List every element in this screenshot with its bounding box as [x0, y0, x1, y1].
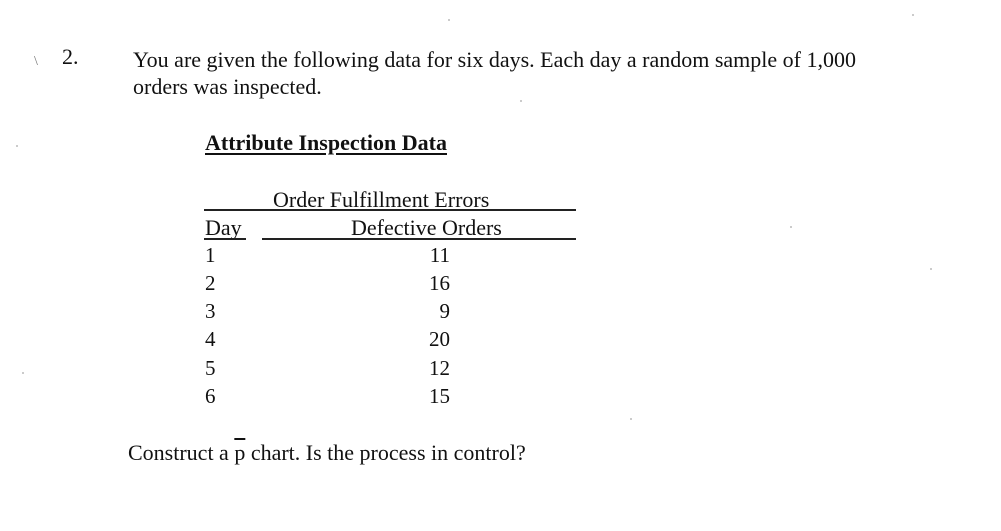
column-header-defective-orders: Defective Orders	[351, 215, 502, 240]
prompt-line-1: You are given the following data for six days. Each day a random sample of 1,000	[133, 47, 856, 72]
scan-speck	[912, 14, 914, 16]
row-day: 3	[205, 299, 216, 323]
question-prefix: Construct a	[128, 440, 235, 465]
margin-mark: \	[34, 54, 38, 69]
scan-speck	[448, 19, 450, 21]
question-text	[128, 440, 526, 466]
scan-speck	[22, 372, 24, 374]
header-underline-day	[204, 238, 246, 240]
row-defective: 20	[429, 327, 450, 351]
row-defective: 15	[429, 384, 450, 408]
row-day: 2	[205, 271, 216, 295]
scan-speck	[520, 100, 522, 102]
group-header: Order Fulfillment Errors	[273, 187, 490, 212]
scan-speck	[630, 418, 632, 420]
row-defective: 12	[429, 356, 450, 380]
scan-speck	[16, 145, 18, 147]
column-header-day: Day	[205, 215, 242, 240]
scan-speck	[790, 226, 792, 228]
problem-prompt	[133, 46, 953, 100]
p-bar-symbol: $\overline{p}$	[234, 440, 246, 465]
row-defective: 11	[429, 243, 450, 267]
question-suffix: chart. Is the process in control?	[245, 440, 526, 465]
row-day: 1	[205, 243, 216, 267]
problem-number: 2.	[62, 44, 79, 69]
table-title: Attribute Inspection Data	[205, 130, 447, 155]
row-defective: 16	[429, 271, 450, 295]
row-defective: 9	[439, 299, 450, 323]
header-underline-defective	[262, 238, 576, 240]
row-day: 5	[205, 356, 216, 380]
row-day: 4	[205, 327, 216, 351]
prompt-line-2: orders was inspected.	[133, 74, 322, 99]
row-day: 6	[205, 384, 216, 408]
scan-speck	[930, 268, 932, 270]
